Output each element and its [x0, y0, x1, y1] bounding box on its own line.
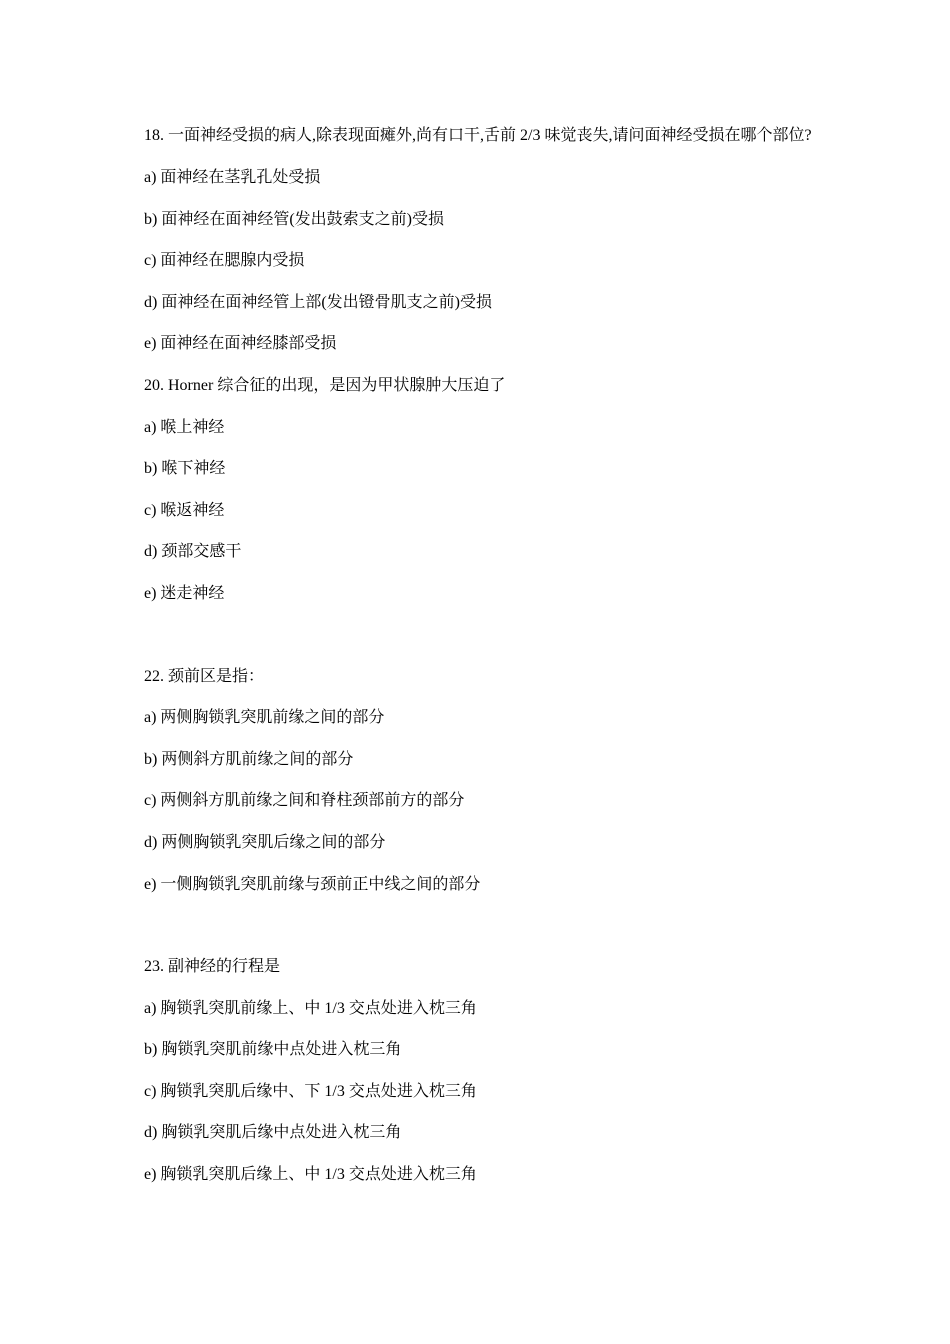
question-title: 18. 一面神经受损的病人,除表现面瘫外,尚有口干,舌前 2/3 味觉丧失,请问面神经受损在哪个部位?	[144, 127, 812, 144]
option-e: e) 迷走神经	[144, 584, 225, 602]
option-d: d) 面神经在面神经管上部(发出镫骨肌支之前)受损	[144, 293, 492, 311]
document-body	[144, 124, 814, 1205]
paragraph-spacer	[144, 914, 814, 955]
option-b: b) 两侧斜方肌前缘之间的部分	[144, 750, 354, 768]
option-b: b) 面神经在面神经管(发出鼓索支之前)受损	[144, 210, 444, 228]
option-c: c) 胸锁乳突肌后缘中、下 1/3 交点处进入枕三角	[144, 1082, 477, 1100]
option-d: d) 颈部交感干	[144, 543, 242, 561]
option-e: e) 一侧胸锁乳突肌前缘与颈前正中线之间的部分	[144, 875, 481, 893]
option-a: a) 两侧胸锁乳突肌前缘之间的部分	[144, 709, 385, 727]
question-22	[144, 665, 814, 897]
paragraph-spacer	[144, 624, 814, 665]
option-a: a) 胸锁乳突肌前缘上、中 1/3 交点处进入枕三角	[144, 999, 477, 1017]
question-18	[144, 124, 814, 356]
option-c: c) 面神经在腮腺内受损	[144, 252, 305, 270]
option-c: c) 喉返神经	[144, 501, 225, 519]
question-title: 20. Horner 综合征的出现，是因为甲状腺肿大压迫了	[144, 376, 506, 394]
option-c: c) 两侧斜方肌前缘之间和脊柱颈部前方的部分	[144, 792, 465, 810]
option-b: b) 喉下神经	[144, 460, 226, 478]
option-a: a) 喉上神经	[144, 418, 225, 436]
question-20	[144, 374, 814, 606]
option-d: d) 胸锁乳突肌后缘中点处进入枕三角	[144, 1124, 402, 1142]
option-d: d) 两侧胸锁乳突肌后缘之间的部分	[144, 833, 386, 851]
option-a: a) 面神经在茎乳孔处受损	[144, 169, 321, 186]
option-e: e) 胸锁乳突肌后缘上、中 1/3 交点处进入枕三角	[144, 1166, 477, 1184]
question-title: 22. 颈前区是指：	[144, 667, 265, 685]
option-b: b) 胸锁乳突肌前缘中点处进入枕三角	[144, 1041, 402, 1059]
question-title: 23. 副神经的行程是	[144, 958, 281, 976]
question-23	[144, 955, 814, 1187]
option-e: e) 面神经在面神经膝部受损	[144, 335, 337, 353]
